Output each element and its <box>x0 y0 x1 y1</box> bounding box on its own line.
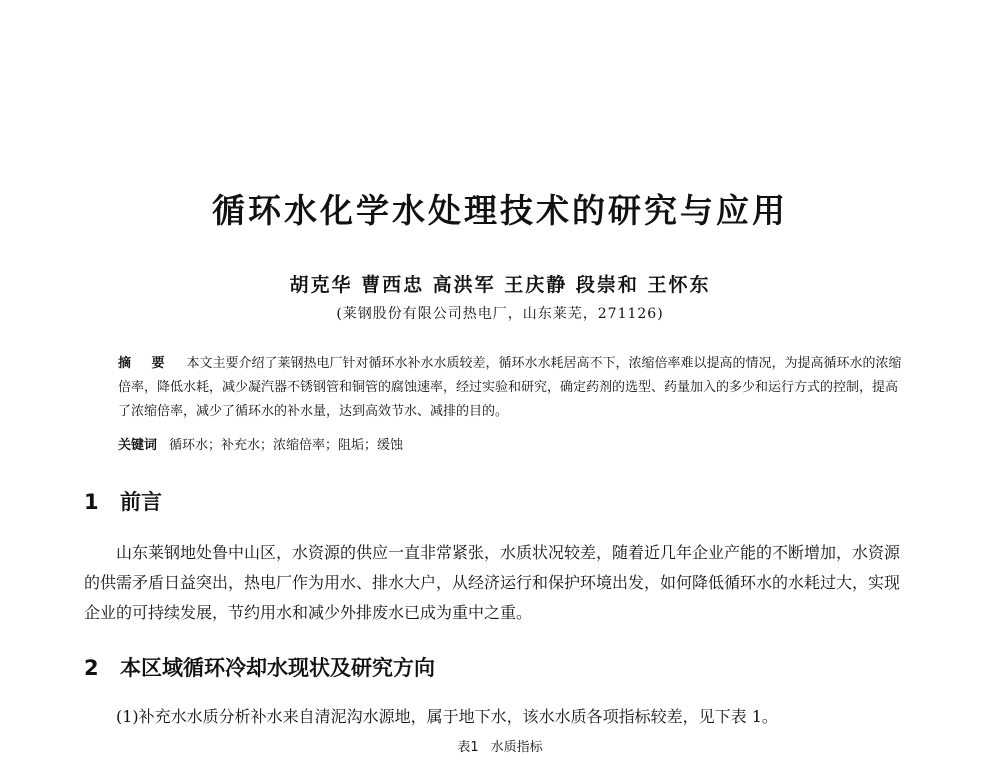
abstract-label: 摘 要 <box>118 356 173 371</box>
affiliation: (莱钢股份有限公司热电厂，山东莱芜，271126) <box>336 306 664 322</box>
keywords-text: 循环水；补充水；浓缩倍率；阻垢；缓蚀 <box>169 438 404 453</box>
section-number: 2 <box>84 656 99 680</box>
section-heading <box>84 486 162 516</box>
table-caption <box>0 736 1000 755</box>
keywords <box>118 434 403 453</box>
section-heading <box>84 652 435 682</box>
section-title: 本区域循环冷却水现状及研究方向 <box>120 656 435 680</box>
abstract <box>118 352 908 424</box>
section-number: 1 <box>84 490 99 514</box>
table-caption-title: 水质指标 <box>490 740 543 755</box>
table-caption-number: 表1 <box>457 740 479 755</box>
author-list: 胡克华 曹西忠 高洪军 王庆静 段崇和 王怀东 <box>289 274 711 296</box>
section-paragraph: 山东莱钢地处鲁中山区，水资源的供应一直非常紧张，水质状况较差，随着近几年企业产能的不断增加，水资源的供需矛盾日益突出，热电厂作为用水、排水大户，从经济运行和保护环境出发，如何降低循环水的水耗过大，实现企业的可持续发展，节约用水和减少外排废水已成为重中之重。 <box>84 543 901 622</box>
keywords-label: 关键词 <box>118 438 158 453</box>
section-title: 前言 <box>120 490 162 514</box>
abstract-text: 本文主要介绍了莱钢热电厂针对循环水补水水质较差，循环水水耗居高不下，浓缩倍率难以提高的情况，为提高循环水的浓缩倍率，降低水耗，减少凝汽器不锈钢管和铜管的腐蚀速率，经过实验和研究，确定药剂的选型、药量加入的多少和运行方式的控制，提高了浓缩倍率，减少了循环水的补水量，达到高效节水、减排的目的。 <box>118 356 902 419</box>
paper-title: 循环水化学水处理技术的研究与应用 <box>212 191 788 230</box>
section-paragraph: (1)补充水水质分析补水来自清泥沟水源地，属于地下水，该水水质各项指标较差，见下表 1。 <box>116 707 778 726</box>
